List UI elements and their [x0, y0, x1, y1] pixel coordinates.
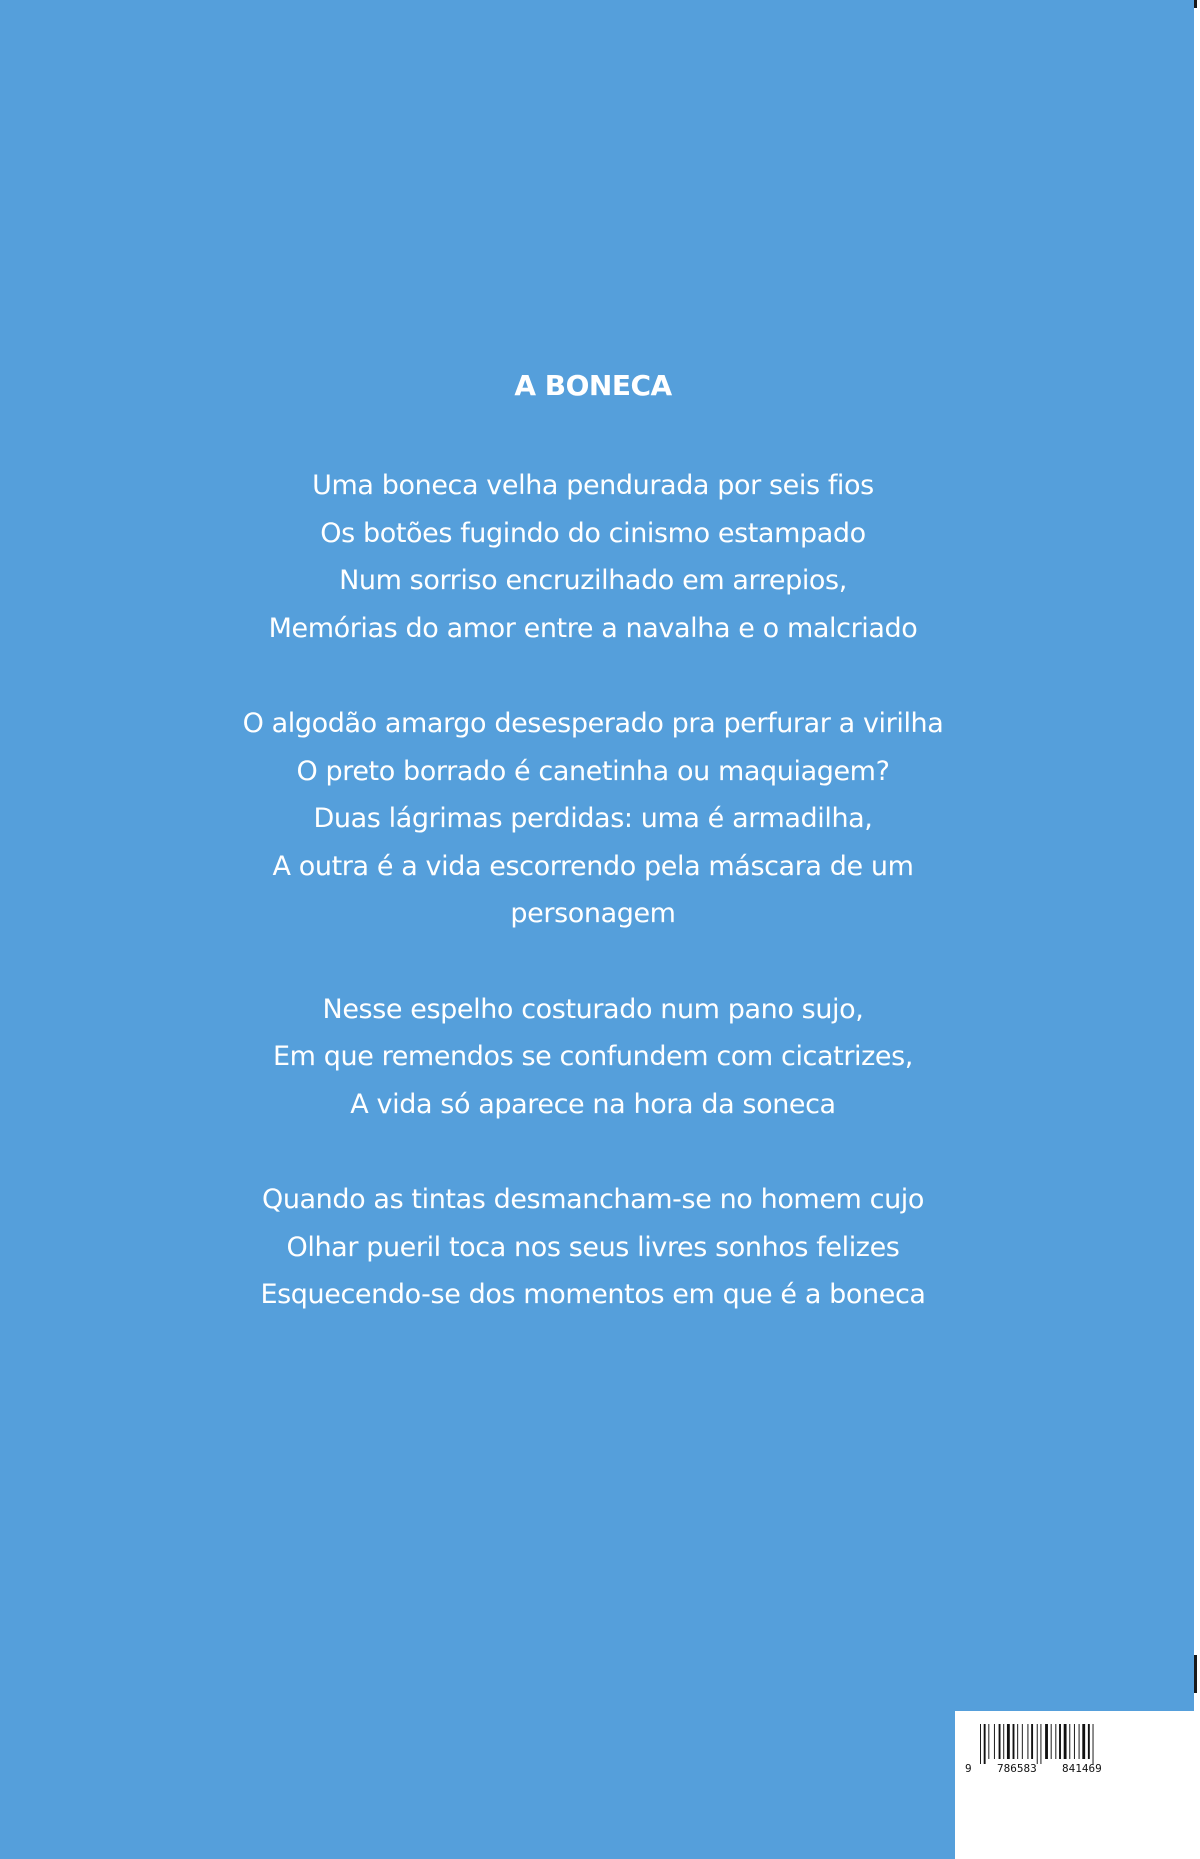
- barcode-bar: [1069, 1724, 1070, 1759]
- barcode-bar: [1022, 1724, 1023, 1759]
- poem-line: A outra é a vida escorrendo pela máscara de um: [272, 850, 914, 882]
- poem-title: A BONECA: [514, 369, 672, 402]
- barcode-number: [965, 1761, 1105, 1777]
- barcode-bar: [1007, 1724, 1010, 1759]
- poem-line: Memórias do amor entre a navalha e o malcriado: [268, 612, 918, 644]
- poem-line: Duas lágrimas perdidas: uma é armadilha,: [313, 803, 873, 835]
- barcode-left-group: 786583: [997, 1762, 1037, 1775]
- barcode-bar: [1013, 1724, 1015, 1759]
- poem-line: Num sorriso encruzilhado em arrepios,: [339, 565, 847, 597]
- poem-line: Quando as tintas desmancham-se no homem cujo: [261, 1183, 925, 1215]
- barcode-right-group: 841469: [1062, 1762, 1102, 1775]
- barcode-bar: [999, 1724, 1001, 1759]
- barcode-bar: [984, 1724, 986, 1764]
- trim-mark-top: [1194, 0, 1197, 8]
- poem-line: Esquecendo-se dos momentos em que é a boneca: [260, 1279, 926, 1311]
- trim-mark-bottom: [1194, 1655, 1197, 1693]
- barcode-bar: [1088, 1724, 1090, 1759]
- poem-line: O preto borrado é canetinha ou maquiagem?: [296, 755, 890, 787]
- barcode-bar: [1037, 1724, 1038, 1764]
- barcode-bar: [1079, 1724, 1080, 1759]
- poem-line: Nesse espelho costurado num pano sujo,: [322, 993, 864, 1025]
- poem-line: Em que remendos se confundem com cicatrizes,: [273, 1041, 913, 1073]
- barcode-bar: [1031, 1724, 1033, 1759]
- barcode-bar: [1045, 1724, 1048, 1759]
- barcode-bar: [1040, 1724, 1041, 1764]
- barcode-bar: [988, 1724, 989, 1759]
- poem-body: [0, 462, 1186, 1366]
- barcode-bars: [980, 1724, 1100, 1764]
- poem-line: personagem: [510, 898, 676, 930]
- stanza-2: [0, 700, 1186, 938]
- poem-line: O algodão amargo desesperado pra perfurar a virilha: [242, 707, 944, 739]
- stanza-3: [0, 986, 1186, 1129]
- stanza-4: [0, 1176, 1186, 1319]
- barcode-bar: [1074, 1724, 1075, 1759]
- barcode-bar: [1051, 1724, 1052, 1759]
- stanza-1: [0, 462, 1186, 652]
- barcode-bar: [994, 1724, 995, 1759]
- barcode-bar: [1093, 1724, 1094, 1764]
- poem-line: Olhar pueril toca nos seus livres sonhos felizes: [286, 1231, 900, 1263]
- barcode-bar: [1027, 1724, 1028, 1759]
- poem-line: Os botões fugindo do cinismo estampado: [320, 517, 866, 549]
- barcode-bar: [1064, 1724, 1067, 1759]
- poem-line: Uma boneca velha pendurada por seis fios: [312, 470, 874, 501]
- barcode-bar: [1059, 1724, 1061, 1759]
- barcode-bar: [1017, 1724, 1018, 1759]
- barcode-bar: [1003, 1724, 1004, 1759]
- barcode-first-digit: 9: [965, 1762, 972, 1775]
- barcode-bar: [1055, 1724, 1056, 1759]
- barcode-bar: [1082, 1724, 1085, 1759]
- barcode-bar: [980, 1724, 981, 1764]
- barcode-box: [955, 1711, 1200, 1859]
- poem-line: A vida só aparece na hora da soneca: [350, 1088, 836, 1120]
